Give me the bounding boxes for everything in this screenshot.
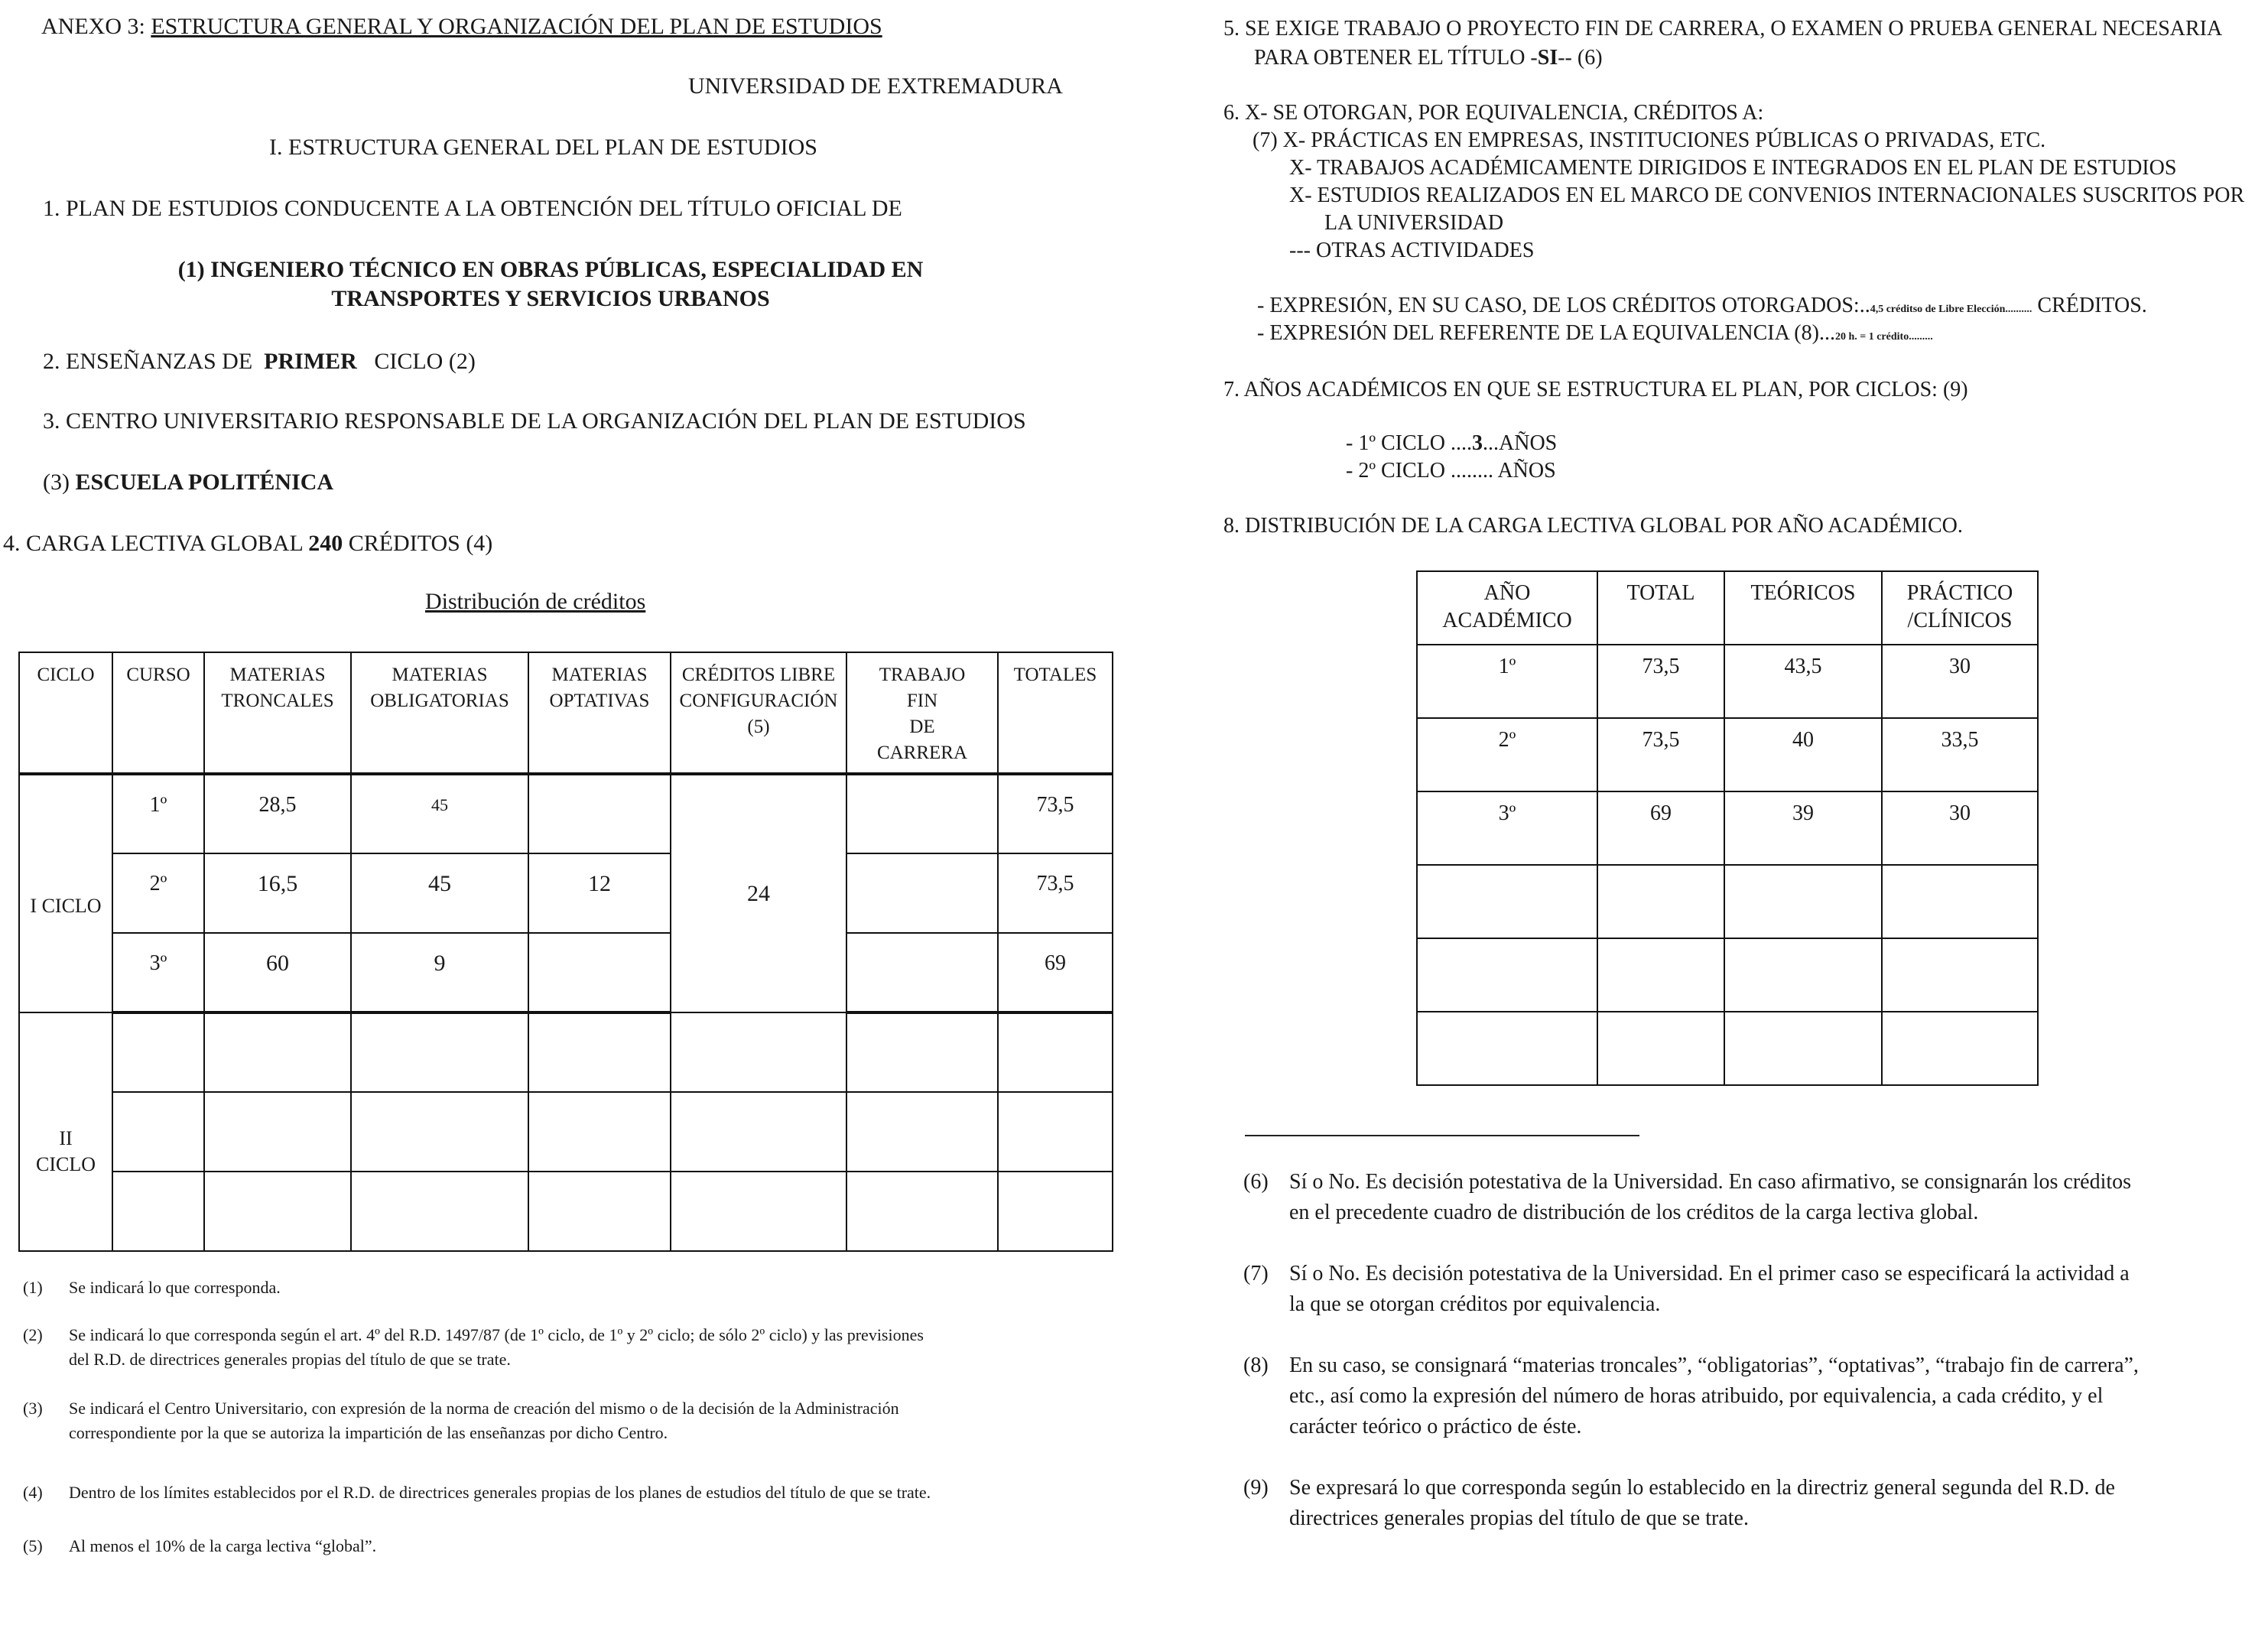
right-footnote-text: directrices generales propias del título de que se trate.: [1289, 1506, 1749, 1530]
right-footnote-text: etc., así como la expresión del número de horas atribuido, por equivalencia, a cada crédito, y el: [1289, 1384, 2104, 1408]
cell-trabajo: [846, 933, 998, 1012]
header-curso: CURSO: [112, 652, 204, 774]
year-table-row-empty: [1417, 865, 2038, 938]
left-footnote-num: (4): [23, 1483, 43, 1502]
header-optativas-l2: OPTATIVAS: [549, 691, 650, 711]
year-table-row: [1417, 791, 2038, 865]
ciclo-2-label-l1: II: [59, 1127, 73, 1149]
right-footnote-text: en el precedente cuadro de distribución de los créditos de la carga lectiva global.: [1289, 1201, 1979, 1224]
item-5-line2: [1254, 46, 1603, 70]
item-2-cycle: PRIMER: [264, 349, 357, 374]
header-libre-l3: (5): [747, 717, 770, 737]
left-footnote-num: (2): [23, 1325, 43, 1344]
expression-equivalence-value: 20 h. = 1 crédito.........: [1834, 331, 1933, 343]
academic-year-table: [1416, 570, 2039, 1086]
cell-trabajo: [846, 774, 998, 853]
cell-curso: 2º: [112, 853, 204, 933]
header-libre-l2: CONFIGURACIÓN: [679, 691, 838, 711]
credit-distribution-table: [18, 652, 1113, 1252]
year-cell-anio: 2º: [1417, 718, 1597, 791]
cell-totales: 69: [998, 933, 1113, 1012]
left-footnote-num: (5): [23, 1536, 43, 1555]
left-footnote: [23, 1480, 1109, 1505]
left-footnote: [23, 1323, 1109, 1372]
item-3-center-name: ESCUELA POLITÉNICA: [75, 470, 334, 495]
cell-curso: 1º: [112, 774, 204, 853]
cell-trabajo: [846, 853, 998, 933]
expression-credits: [1257, 294, 2147, 318]
year-table-row: [1417, 718, 2038, 791]
item-2: [43, 349, 476, 375]
item-8: 8. DISTRIBUCIÓN DE LA CARGA LECTIVA GLOBAL POR AÑO ACADÉMICO.: [1223, 514, 1963, 538]
year-cell-teoricos: 40: [1724, 718, 1882, 791]
item-6-option-convenios: X- ESTUDIOS REALIZADOS EN EL MARCO DE CONVENIOS INTERNACIONALES SUSCRITOS POR: [1289, 184, 2245, 207]
cell-libre-configuracion: 24: [671, 774, 846, 1012]
table-row-empty: [19, 1012, 1113, 1092]
year-cell-total: 73,5: [1597, 718, 1724, 791]
right-footnote: [1243, 1473, 2253, 1534]
annex-title: ESTRUCTURA GENERAL Y ORGANIZACIÓN DEL PLAN DE ESTUDIOS: [151, 14, 882, 39]
year-header-anio: [1417, 571, 1597, 645]
degree-title-line2: TRANSPORTES Y SERVICIOS URBANOS: [331, 286, 770, 311]
year-cell-teoricos: 43,5: [1724, 645, 1882, 718]
year-cell-anio: 1º: [1417, 645, 1597, 718]
year-header-practicos-l1: PRÁCTICO: [1906, 581, 2013, 605]
item-2-prefix: 2. ENSEÑANZAS DE: [43, 349, 253, 374]
ciclo-2-label: [19, 1012, 112, 1251]
cell-troncales: 28,5: [204, 774, 351, 853]
item-4-credits: 240: [308, 531, 343, 556]
header-optativas-l1: MATERIAS: [551, 665, 648, 685]
left-footnote-text: Se indicará el Centro Universitario, con expresión de la norma de creación del mismo o de la decisión de la Administración: [69, 1399, 899, 1418]
left-footnote-num: (3): [23, 1399, 43, 1418]
left-footnote-text: Se indicará lo que corresponda.: [69, 1278, 281, 1297]
header-libre-l1: CRÉDITOS LIBRE: [681, 665, 836, 685]
item-5-answer: SI: [1537, 46, 1558, 70]
distribution-title: Distribución de créditos: [425, 589, 646, 614]
item-6-option-otras: --- OTRAS ACTIVIDADES: [1289, 239, 1535, 262]
expression-credits-value: 4,5 créditso de Libre Elección..........: [1870, 304, 2032, 315]
left-footnote-text: del R.D. de directrices generales propias del título de que se trate.: [69, 1350, 511, 1369]
year-cell-teoricos: 39: [1724, 791, 1882, 865]
left-footnote-num: (1): [23, 1278, 43, 1297]
ciclo-2-years: - 2º CICLO ........ AÑOS: [1346, 459, 1556, 483]
year-table-row-empty: [1417, 1012, 2038, 1085]
year-header-practicos-l2: /CLÍNICOS: [1907, 609, 2013, 632]
header-totales: TOTALES: [998, 652, 1113, 774]
cell-obligatorias: 45: [351, 774, 528, 853]
table-row: [19, 933, 1113, 1012]
annex-heading: [41, 14, 882, 40]
ciclo-1-prefix: - 1º CICLO ....: [1346, 431, 1473, 455]
right-footnote-num: (6): [1243, 1170, 1269, 1194]
expression-credits-suffix: CRÉDITOS.: [2032, 294, 2147, 317]
year-header-total: TOTAL: [1597, 571, 1724, 645]
header-obligatorias: [351, 652, 528, 774]
left-footnote-text: Al menos el 10% de la carga lectiva “global”.: [69, 1536, 377, 1555]
right-footnote-num: (7): [1243, 1262, 1269, 1285]
table-row: [19, 853, 1113, 933]
header-trabajo-l4: CARRERA: [876, 743, 968, 763]
year-cell-practicos: 30: [1882, 791, 2038, 865]
cell-curso: 3º: [112, 933, 204, 1012]
ciclo-2-label-l2: CICLO: [36, 1153, 96, 1175]
year-header-practicos: [1882, 571, 2038, 645]
year-cell-practicos: 30: [1882, 645, 2038, 718]
cell-troncales: 16,5: [204, 853, 351, 933]
item-7: 7. AÑOS ACADÉMICOS EN QUE SE ESTRUCTURA EL PLAN, POR CICLOS: (9): [1223, 378, 1968, 401]
header-obligatorias-l1: MATERIAS: [392, 665, 488, 685]
table-row-empty: [19, 1092, 1113, 1172]
header-trabajo-fin-carrera: [846, 652, 998, 774]
item-4-prefix: 4. CARGA LECTIVA GLOBAL: [3, 531, 303, 556]
year-cell-practicos: 33,5: [1882, 718, 2038, 791]
annex-prefix: ANEXO 3:: [41, 14, 151, 39]
year-header-anio-l1: AÑO: [1483, 581, 1531, 605]
left-footnote-text: Se indicará lo que corresponda según el art. 4º del R.D. 1497/87 (de 1º ciclo, de 1º y 2º ciclo; de sólo 2º ciclo) y las previsiones: [69, 1325, 924, 1344]
ciclo-1-suffix: ...AÑOS: [1483, 431, 1558, 455]
year-cell-total: 73,5: [1597, 645, 1724, 718]
section-heading: I. ESTRUCTURA GENERAL DEL PLAN DE ESTUDIOS: [269, 135, 817, 160]
right-footnote-text: la que se otorgan créditos por equivalencia.: [1289, 1292, 1661, 1316]
right-footnote: [1243, 1259, 2253, 1320]
university-name: UNIVERSIDAD DE EXTREMADURA: [688, 73, 1063, 99]
table-header-row: [19, 652, 1113, 774]
left-footnote: [23, 1276, 1109, 1300]
cell-totales: 73,5: [998, 774, 1113, 853]
cell-obligatorias: 45: [351, 853, 528, 933]
right-footnote: [1243, 1167, 2253, 1228]
expression-credits-label: - EXPRESIÓN, EN SU CASO, DE LOS CRÉDITOS OTORGADOS:..: [1257, 294, 1870, 317]
cell-obligatorias: 9: [351, 933, 528, 1012]
year-header-anio-l2: ACADÉMICO: [1442, 609, 1572, 632]
left-footnote-text: correspondiente por la que se autoriza la impartición de las enseñanzas por dicho Centro.: [69, 1423, 668, 1442]
item-6-option-practicas: (7) X- PRÁCTICAS EN EMPRESAS, INSTITUCIONES PÚBLICAS O PRIVADAS, ETC.: [1253, 128, 2046, 152]
right-footnote-text: En su caso, se consignará “materias troncales”, “obligatorias”, “optativas”, “trabajo fin de carrera”,: [1289, 1354, 2139, 1377]
year-table-header-row: [1417, 571, 2038, 645]
item-6-option-convenios-l2: LA UNIVERSIDAD: [1324, 211, 1504, 235]
header-optativas: [528, 652, 671, 774]
item-5-suffix: -- (6): [1558, 46, 1603, 70]
footnote-separator: [1245, 1135, 1639, 1136]
right-footnote-num: (8): [1243, 1354, 1269, 1377]
left-footnote: [23, 1534, 1109, 1558]
cell-totales: 73,5: [998, 853, 1113, 933]
expression-equivalence-label: - EXPRESIÓN DEL REFERENTE DE LA EQUIVALENCIA (8)...: [1257, 321, 1835, 345]
header-troncales-l1: MATERIAS: [229, 665, 326, 685]
right-footnote-text: Sí o No. Es decisión potestativa de la Universidad. En el primer caso se especificará la actividad a: [1289, 1262, 2130, 1285]
right-footnote-text: carácter teórico o práctico de éste.: [1289, 1415, 1582, 1438]
header-trabajo-l1: TRABAJO: [879, 665, 966, 685]
year-table-row: [1417, 645, 2038, 718]
item-2-suffix: CICLO (2): [374, 349, 476, 374]
header-troncales: [204, 652, 351, 774]
left-footnote: [23, 1396, 1109, 1445]
ciclo-1-label: I CICLO: [19, 774, 112, 1012]
header-libre-configuracion: [671, 652, 846, 774]
item-6-line1: 6. X- SE OTORGAN, POR EQUIVALENCIA, CRÉDITOS A:: [1223, 101, 1764, 125]
right-footnote-text: Sí o No. Es decisión potestativa de la Universidad. En caso afirmativo, se consignarán los créditos: [1289, 1170, 2132, 1194]
item-5-line1: 5. SE EXIGE TRABAJO O PROYECTO FIN DE CARRERA, O EXAMEN O PRUEBA GENERAL NECESARIA: [1223, 17, 2223, 41]
right-footnote-text: Se expresará lo que corresponda según lo establecido en la directriz general segunda del R.D. de: [1289, 1476, 2115, 1500]
right-footnote-num: (9): [1243, 1476, 1269, 1500]
table-row: [19, 774, 1113, 853]
header-trabajo-l2: FIN: [906, 691, 938, 711]
header-obligatorias-l2: OBLIGATORIAS: [370, 691, 509, 711]
year-cell-anio: 3º: [1417, 791, 1597, 865]
item-1: 1. PLAN DE ESTUDIOS CONDUCENTE A LA OBTENCIÓN DEL TÍTULO OFICIAL DE: [43, 196, 902, 221]
right-footnote: [1243, 1350, 2253, 1442]
table-row-empty: [19, 1172, 1113, 1251]
degree-title-line1: (1) INGENIERO TÉCNICO EN OBRAS PÚBLICAS, ESPECIALIDAD EN: [177, 257, 924, 282]
left-footnote-text: Dentro de los límites establecidos por el R.D. de directrices generales propias de los planes de estudios del título de que se trate.: [69, 1483, 931, 1502]
item-5-prefix: PARA OBTENER EL TÍTULO -: [1254, 46, 1538, 70]
ciclo-1-value: 3: [1472, 431, 1483, 455]
item-3-center-prefix: (3): [43, 470, 70, 495]
item-6-option-trabajos: X- TRABAJOS ACADÉMICAMENTE DIRIGIDOS E INTEGRADOS EN EL PLAN DE ESTUDIOS: [1289, 156, 2177, 180]
header-ciclo: CICLO: [19, 652, 112, 774]
header-trabajo-l3: DE: [909, 717, 935, 737]
year-header-teoricos: TEÓRICOS: [1724, 571, 1882, 645]
cell-optativas: 12: [528, 853, 671, 933]
year-cell-total: 69: [1597, 791, 1724, 865]
ciclo-1-years: [1346, 431, 1557, 456]
cell-troncales: 60: [204, 933, 351, 1012]
item-4-suffix: CRÉDITOS (4): [348, 531, 493, 556]
header-troncales-l2: TRONCALES: [221, 691, 334, 711]
cell-optativas: [528, 933, 671, 1012]
cell-optativas: [528, 774, 671, 853]
expression-equivalence: [1257, 321, 1933, 346]
item-4: [3, 531, 492, 557]
item-3: 3. CENTRO UNIVERSITARIO RESPONSABLE DE LA ORGANIZACIÓN DEL PLAN DE ESTUDIOS: [43, 408, 1026, 434]
year-table-row-empty: [1417, 938, 2038, 1012]
item-3-center: [43, 470, 333, 496]
